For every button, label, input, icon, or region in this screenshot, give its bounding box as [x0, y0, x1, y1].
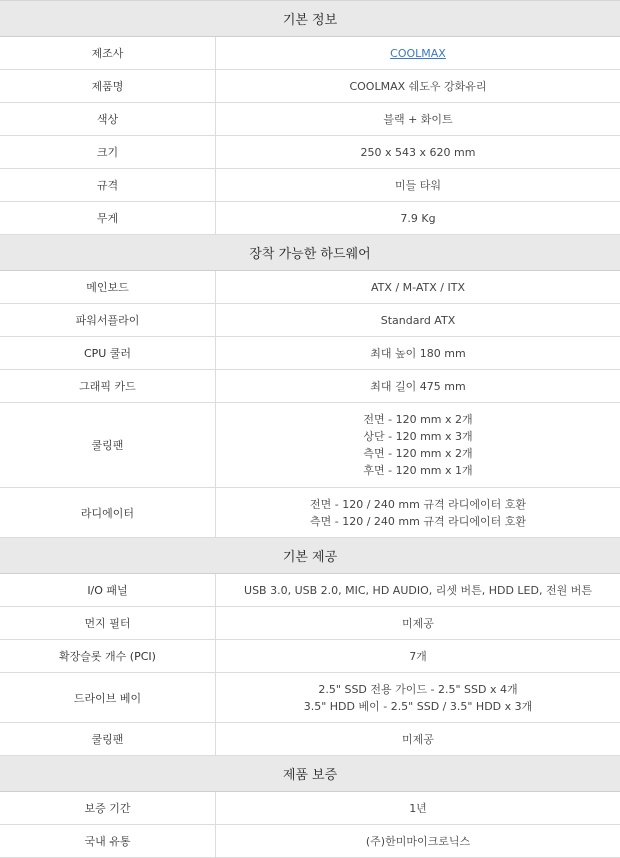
spec-value-text: 미제공	[402, 732, 434, 746]
section-title: 기본 정보	[282, 13, 338, 28]
spec-row-distributor	[0, 825, 620, 858]
spec-label: 제품명	[0, 70, 216, 102]
spec-value-line: 상단 - 120 mm x 3개	[363, 430, 473, 443]
spec-row-dust-filter	[0, 607, 620, 640]
spec-label: 확장슬롯 개수 (PCI)	[0, 640, 216, 672]
spec-row-power-supply	[0, 304, 620, 337]
spec-label: 파워서플라이	[0, 304, 216, 336]
spec-value	[216, 825, 620, 857]
spec-row-weight	[0, 202, 620, 235]
spec-value	[216, 271, 620, 303]
section-header-warranty	[0, 756, 620, 792]
spec-label: 먼지 필터	[0, 607, 216, 639]
spec-value	[216, 370, 620, 402]
spec-label: 제조사	[0, 37, 216, 69]
spec-value-text: 최대 길이 475 mm	[370, 379, 466, 393]
spec-value-text: 최대 높이 180 mm	[370, 346, 466, 360]
spec-value	[216, 607, 620, 639]
spec-row-motherboard	[0, 271, 620, 304]
spec-label: 메인보드	[0, 271, 216, 303]
section-header-basic-info	[0, 1, 620, 37]
spec-value-text: USB 3.0, USB 2.0, MIC, HD AUDIO, 리셋 버튼, HDD LED, 전원 버튼	[244, 583, 592, 597]
spec-value-text: (주)한미마이크로닉스	[365, 834, 471, 848]
spec-value-line: 3.5" HDD 베이 - 2.5" SSD / 3.5" HDD x 3개	[303, 699, 533, 713]
spec-value	[216, 723, 620, 755]
spec-label: CPU 쿨러	[0, 337, 216, 369]
spec-row-color	[0, 103, 620, 136]
spec-value-text: ATX / M-ATX / ITX	[371, 280, 465, 294]
spec-row-cooling-fan	[0, 403, 620, 488]
spec-row-graphics-card	[0, 370, 620, 403]
spec-row-radiator	[0, 488, 620, 538]
spec-label: 쿨링팬	[0, 403, 216, 487]
spec-value-text: 미제공	[402, 616, 434, 630]
spec-value-text: COOLMAX 쉐도우 강화유리	[349, 79, 487, 93]
section-header-compatible-hardware	[0, 235, 620, 271]
spec-value	[216, 792, 620, 824]
spec-value-line: 전면 - 120 mm x 2개	[363, 413, 473, 426]
spec-value	[216, 202, 620, 234]
spec-value-line: 2.5" SSD 전용 가이드 - 2.5" SSD x 4개	[318, 682, 518, 696]
spec-label: 드라이브 베이	[0, 673, 216, 722]
spec-label: 라디에이터	[0, 488, 216, 537]
spec-value	[216, 673, 620, 722]
spec-row-size	[0, 136, 620, 169]
spec-value	[216, 337, 620, 369]
spec-value-text: 미들 타워	[394, 178, 441, 192]
spec-value-text: 7.9 Kg	[400, 211, 436, 225]
spec-value	[216, 103, 620, 135]
spec-value-text: 1년	[409, 801, 427, 815]
spec-row-io-panel	[0, 574, 620, 607]
spec-value-line: 측면 - 120 mm x 2개	[363, 447, 473, 460]
spec-value-text: 250 x 543 x 620 mm	[360, 145, 476, 159]
spec-row-form-factor	[0, 169, 620, 202]
section-header-included	[0, 538, 620, 574]
spec-value	[216, 169, 620, 201]
spec-label: 크기	[0, 136, 216, 168]
spec-value	[216, 136, 620, 168]
spec-value	[216, 403, 620, 487]
spec-label: 규격	[0, 169, 216, 201]
spec-value	[216, 488, 620, 537]
spec-row-manufacturer	[0, 37, 620, 70]
spec-row-expansion-slots	[0, 640, 620, 673]
spec-label: 그래픽 카드	[0, 370, 216, 402]
spec-value-line: 측면 - 120 / 240 mm 규격 라디에이터 호환	[310, 514, 526, 528]
spec-value-text: 7개	[409, 649, 427, 663]
section-title: 제품 보증	[282, 768, 338, 783]
spec-label: 쿨링팬	[0, 723, 216, 755]
spec-value	[216, 37, 620, 69]
section-title: 장착 가능한 하드웨어	[249, 247, 371, 262]
spec-row-product-name	[0, 70, 620, 103]
manufacturer-link[interactable]: COOLMAX	[390, 46, 446, 60]
spec-value	[216, 304, 620, 336]
spec-label: 무게	[0, 202, 216, 234]
spec-label: 보증 기간	[0, 792, 216, 824]
spec-value-text: 블랙 + 화이트	[383, 112, 453, 126]
section-title: 기본 제공	[282, 550, 338, 565]
spec-label: 국내 유통	[0, 825, 216, 857]
spec-label: 색상	[0, 103, 216, 135]
spec-value	[216, 640, 620, 672]
spec-row-drive-bays	[0, 673, 620, 723]
spec-row-cpu-cooler	[0, 337, 620, 370]
spec-label: I/O 패널	[0, 574, 216, 606]
spec-value	[216, 70, 620, 102]
spec-value-line: 전면 - 120 / 240 mm 규격 라디에이터 호환	[310, 497, 526, 511]
spec-row-warranty-period	[0, 792, 620, 825]
spec-value	[216, 574, 620, 606]
spec-value-line: 후면 - 120 mm x 1개	[363, 464, 473, 477]
spec-value-text: Standard ATX	[380, 313, 456, 327]
spec-row-cooling-fan-included	[0, 723, 620, 756]
